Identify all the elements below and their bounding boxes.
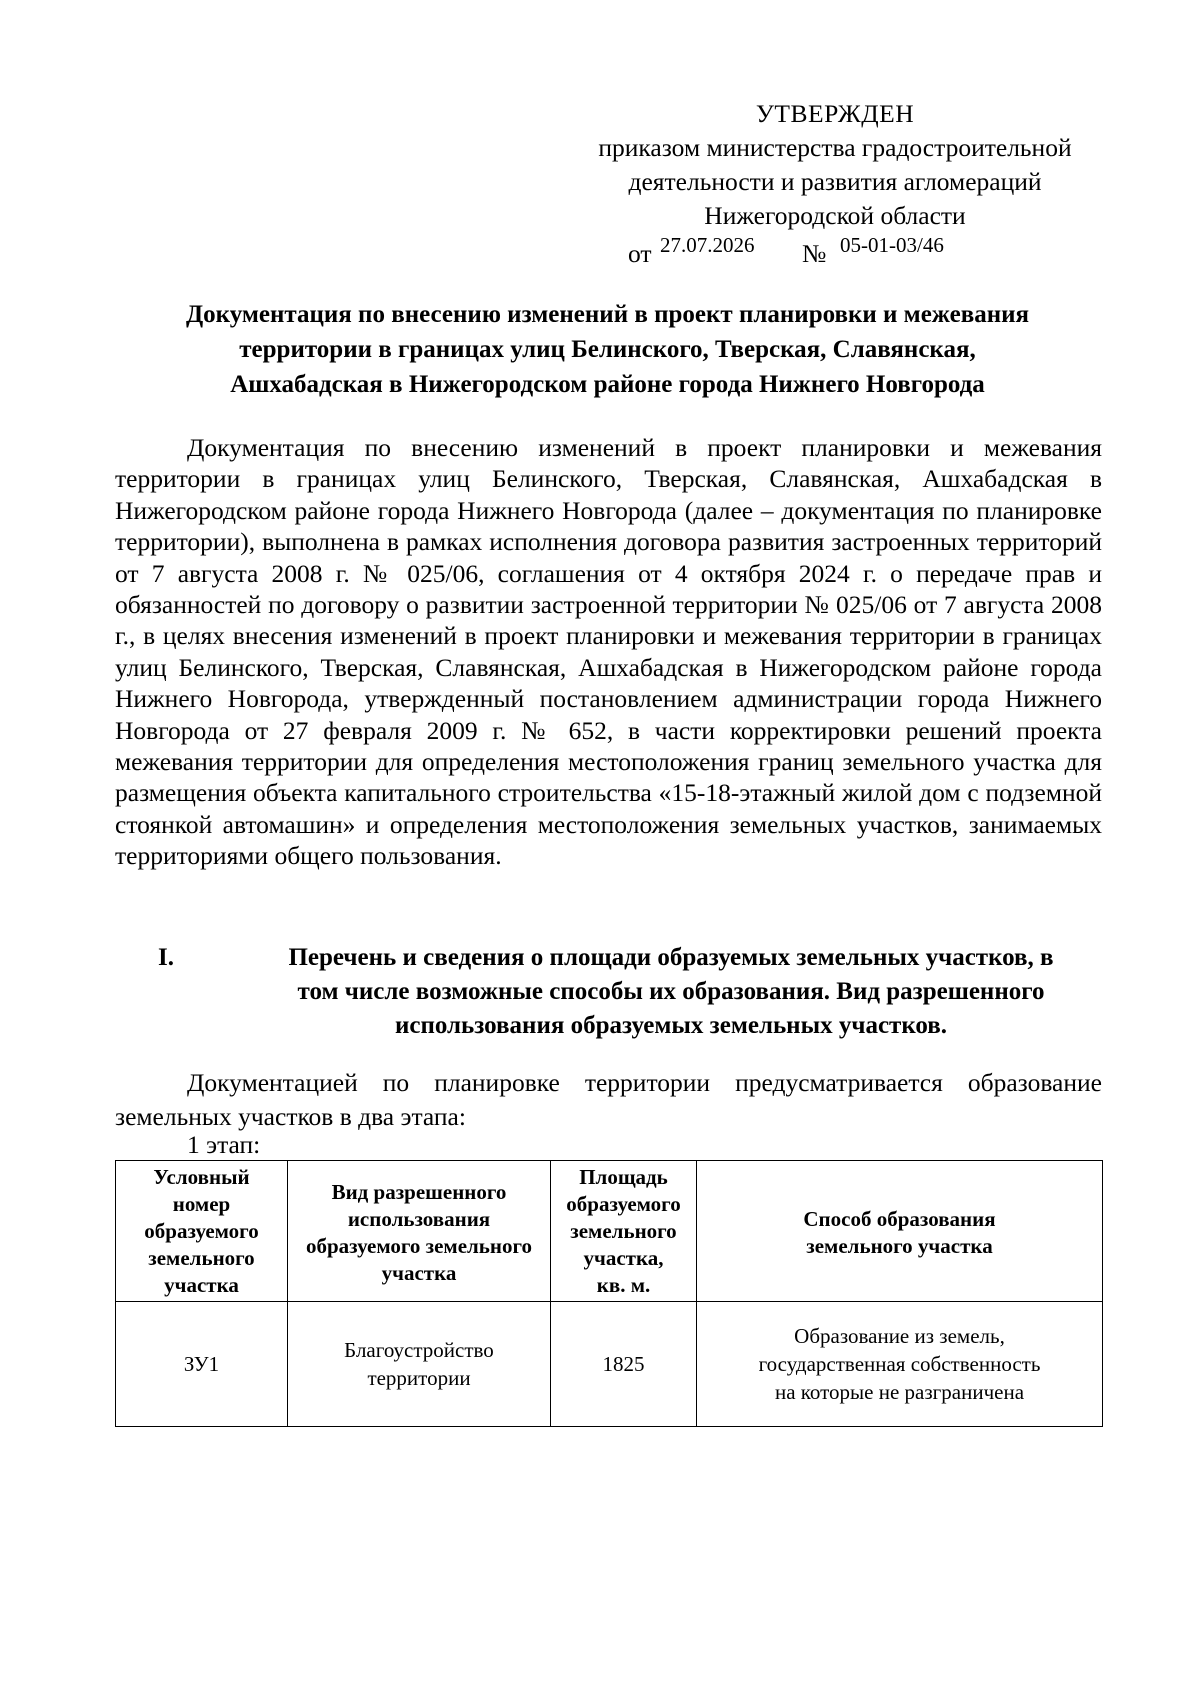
approval-number: 05-01-03/46	[840, 233, 944, 257]
table-row	[116, 1302, 1103, 1427]
header-cell-text: участка	[164, 1273, 239, 1297]
approval-line-3: Нижегородской области	[704, 201, 966, 230]
header-cell-text: земельного	[148, 1246, 255, 1270]
document-title-line-3: Ашхабадская в Нижегородском районе города Нижнего Новгорода	[230, 371, 985, 398]
header-cell-text: образуемого	[566, 1192, 681, 1216]
document-title-line-1: Документация по внесению изменений в проект планировки и межевания	[185, 301, 1030, 328]
cell-text: Благоустройство	[344, 1338, 494, 1362]
land-plots-table	[115, 1160, 1103, 1427]
cell-formation-method	[697, 1302, 1103, 1427]
section-1-title-line-1: Перечень и сведения о площади образуемых земельных участков, в	[288, 944, 1054, 971]
header-cell-text: земельного	[570, 1219, 677, 1243]
cell-text: территории	[367, 1366, 471, 1390]
document-title	[115, 297, 1100, 402]
header-cell-text: Способ образования	[803, 1206, 996, 1231]
section-1-title	[240, 941, 1102, 1043]
approval-date-row	[555, 233, 1115, 267]
header-cell-text: использования	[347, 1206, 491, 1231]
document-title-line-2: территории в границах улиц Белинского, Тверская, Славянская,	[239, 336, 976, 363]
approval-stamp	[555, 97, 1115, 267]
section-1-title-line-2: том числе возможные способы их образования. Вид разрешенного	[297, 978, 1045, 1005]
cell-permitted-use	[288, 1302, 551, 1427]
approval-line-2: деятельности и развития агломераций	[628, 167, 1042, 196]
header-cell-text: номер	[172, 1192, 231, 1216]
header-area	[551, 1161, 697, 1302]
cell-area: 1825	[551, 1302, 697, 1427]
stage-label: 1 этап:	[187, 1130, 261, 1159]
approval-date: 27.07.2026	[660, 233, 755, 257]
header-cell-text: земельного участка	[806, 1233, 993, 1258]
header-cell-text: участка	[381, 1260, 457, 1285]
table-header-row	[116, 1161, 1103, 1302]
header-cell-text: Условный	[153, 1165, 250, 1189]
stages-paragraph: Документацией по планировке территории предусматривается образование земельных участков в два этапа:	[115, 1068, 1102, 1131]
header-cell-text: кв. м.	[596, 1273, 651, 1297]
header-formation-method	[697, 1161, 1103, 1302]
cell-text: Образование из земель,	[794, 1324, 1005, 1348]
header-cell-text: образуемого	[144, 1219, 259, 1243]
cell-text: государственная собственность	[758, 1352, 1041, 1376]
header-cell-text: образуемого земельного	[305, 1233, 533, 1258]
section-1-title-line-3: использования образуемых земельных участков.	[394, 1012, 948, 1039]
header-permitted-use	[288, 1161, 551, 1302]
approval-line-1: приказом министерства градостроительной	[598, 133, 1072, 162]
header-cell-text: Площадь	[579, 1165, 668, 1189]
approval-title: УТВЕРЖДЕН	[755, 99, 915, 128]
cell-plot-number: ЗУ1	[116, 1302, 288, 1427]
header-plot-number	[116, 1161, 288, 1302]
header-cell-text: Вид разрешенного	[331, 1179, 507, 1204]
cell-text: на которые не разграничена	[774, 1380, 1025, 1404]
section-1-number: I.	[158, 944, 174, 971]
approval-number-label: №	[802, 239, 827, 268]
approval-from-label: от	[628, 239, 652, 268]
header-cell-text: участка,	[583, 1246, 664, 1270]
intro-paragraph: Документация по внесению изменений в проект планировки и межевания территории в границах улиц Белинского, Тверская, Славянская, Ашхабадская в Нижегородском районе города Нижнего Новгорода (далее – документация по планировке территории), выполнена в рамках исполнения договора развития застроенных территорий от 7 августа 2008 г. № 025/06, соглашения от 4 октября 2024 г. о передаче прав и обязанностей по договору о развитии застроенной территории № 025/06 от 7 августа 2008 г., в целях внесения изменений в проект планировки и межевания территории в границах улиц Белинского, Тверская, Славянская, Ашхабадская в Нижегородском районе города Нижнего Новгорода, утвержденный постановлением администрации города Нижнего Новгорода от 27 февраля 2009 г. № 652, в части корректировки решений проекта межевания территории для определения местоположения границ земельного участка для размещения объекта капитального строительства «15-18-этажный жилой дом с подземной стоянкой автомашин» и определения местоположения земельных участков, занимаемых территориями общего пользования.	[115, 433, 1102, 871]
